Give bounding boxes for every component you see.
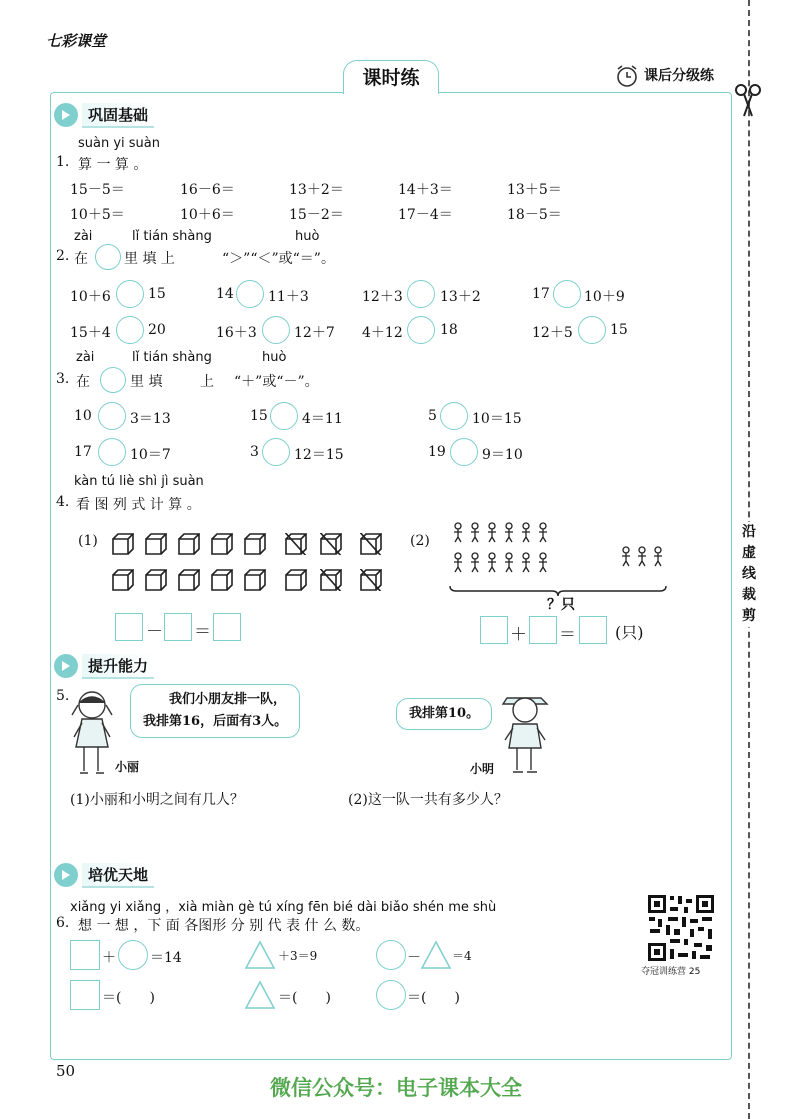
answer-circle[interactable] — [116, 280, 144, 308]
brand-logo: 七彩课堂 — [46, 32, 107, 50]
q4-pinyin: kàn tú liè shì jì suàn — [74, 474, 204, 489]
answer-box[interactable] — [213, 613, 241, 641]
compare-left: 14 — [216, 286, 234, 302]
compare-left: 15＋4 — [70, 325, 111, 341]
q3-text: 里 填 — [130, 374, 163, 390]
circle-shape — [376, 980, 406, 1010]
answer-circle[interactable] — [95, 244, 121, 270]
q3-number: 3. — [56, 371, 70, 387]
q2-number: 2. — [56, 248, 70, 264]
graded-practice-label: 课后分级练 — [614, 64, 714, 88]
q6-number: 6. — [56, 915, 70, 931]
triangle-shape — [244, 980, 276, 1010]
cube-icon — [178, 533, 198, 553]
q6-title: 想 一 想 ，下 面 各图形 分 别 代 表 什 么 数。 — [78, 918, 370, 934]
blank-right: 3＝13 — [130, 411, 171, 427]
q2-text: 里 填 上 — [124, 251, 175, 267]
cube-icon — [112, 569, 132, 589]
bubble-line: 我们小朋友排一队， — [169, 692, 287, 707]
answer-box[interactable] — [115, 613, 143, 641]
q6-pinyin: xiǎng yi xiǎng ，xià miàn gè tú xíng fēn bié dài biǎo shén me shù — [70, 900, 497, 915]
minus-sign: － — [146, 622, 163, 642]
q2-pinyin: lǐ tián shàng — [132, 229, 212, 244]
crossed-cube-icon — [320, 569, 340, 589]
q3-text: 在 — [76, 374, 90, 390]
triangle-shape — [244, 940, 276, 970]
q3-pinyin: lǐ tián shàng — [132, 350, 212, 365]
q3-pinyin: huò — [262, 350, 287, 365]
boy-illustration — [497, 684, 553, 776]
name-xiaoli: 小丽 — [115, 760, 140, 774]
brace-label: ？只 — [547, 597, 575, 613]
speech-bubble-xiaoming: 我排第10。 — [396, 698, 492, 730]
blank-right: 10＝15 — [472, 411, 522, 427]
q1-title: 算 一 算 。 — [78, 157, 148, 173]
crossed-cube-icon — [360, 533, 380, 553]
q3-pinyin: zài — [76, 350, 95, 365]
q6-op: ＋ — [102, 950, 116, 966]
q2-pinyin: zài — [74, 229, 93, 244]
footer-watermark: 微信公众号：电子课本大全 — [270, 1076, 522, 1100]
cube-icon — [145, 533, 165, 553]
q5-sub1: (1)小丽和小明之间有几人？ — [70, 792, 244, 808]
q2-text: “＞”“＜”或“＝”。 — [222, 251, 335, 267]
answer-circle[interactable] — [100, 367, 126, 393]
q6-op: － — [407, 950, 421, 966]
compare-right: 10＋9 — [584, 289, 625, 305]
circle-shape — [376, 940, 406, 970]
q1-item: 17－4＝ — [398, 207, 453, 223]
triangle-shape — [420, 940, 452, 970]
q1-item: 16－6＝ — [180, 182, 235, 198]
q6-result: ＝4 — [452, 949, 472, 963]
compare-right: 20 — [148, 322, 166, 338]
q1-item: 13＋2＝ — [289, 182, 344, 198]
q5-sub2: (2)这一队一共有多少人？ — [348, 792, 508, 808]
answer-box[interactable] — [480, 616, 508, 644]
blank-left: 19 — [428, 444, 446, 460]
answer-circle[interactable] — [98, 402, 126, 430]
q1-pinyin: suàn yi suàn — [78, 136, 161, 151]
section-header-improve: 提升能力 — [54, 654, 154, 678]
plus-sign: ＋ — [510, 625, 527, 645]
scissors-icon — [734, 82, 762, 118]
name-xiaoming: 小明 — [470, 762, 495, 776]
q6-answer[interactable]: ＝( ) — [278, 990, 331, 1006]
girl-illustration — [68, 685, 118, 777]
q3-text: 上 — [200, 374, 214, 390]
lesson-tab: 课时练 — [343, 60, 439, 94]
compare-right: 12＋7 — [294, 325, 335, 341]
cube-icon — [145, 569, 165, 589]
answer-circle[interactable] — [440, 402, 468, 430]
blank-left: 5 — [428, 408, 437, 424]
cube-icon — [178, 569, 198, 589]
cut-line-label: 沿虚线裁剪 — [738, 522, 760, 627]
q4-number: 4. — [56, 494, 70, 510]
page-number: 50 — [56, 1062, 76, 1080]
compare-right: 15 — [148, 286, 166, 302]
q1-item: 18－5＝ — [507, 207, 562, 223]
q1-item: 15－5＝ — [70, 182, 125, 198]
q6-eq2: ＋3＝9 — [278, 949, 318, 963]
compare-right: 18 — [440, 322, 458, 338]
bubble-line: 我排第16，后面有3人。 — [143, 714, 288, 729]
q1-item: 15－2＝ — [289, 207, 344, 223]
q1-number: 1. — [56, 154, 70, 170]
answer-circle[interactable] — [236, 280, 264, 308]
speech-bubble-xiaoli — [130, 684, 300, 738]
answer-circle[interactable] — [407, 280, 435, 308]
square-shape — [70, 940, 100, 970]
section-header-excel: 培优天地 — [54, 863, 154, 887]
q2-text: 在 — [74, 251, 88, 267]
cube-icon — [285, 569, 305, 589]
square-shape — [70, 980, 100, 1010]
compare-left: 12＋3 — [362, 289, 403, 305]
compare-left: 10＋6 — [70, 289, 111, 305]
blank-right: 12＝15 — [294, 447, 344, 463]
crossed-cube-icon — [360, 569, 380, 589]
answer-circle[interactable] — [450, 438, 478, 466]
answer-circle[interactable] — [262, 316, 290, 344]
cube-icon — [211, 569, 231, 589]
blank-left: 15 — [250, 408, 268, 424]
blank-left: 17 — [74, 444, 92, 460]
answer-box[interactable] — [164, 613, 192, 641]
cube-icon — [244, 569, 264, 589]
q1-item: 10＋6＝ — [180, 207, 235, 223]
circle-shape — [118, 940, 148, 970]
cube-icon — [244, 533, 264, 553]
cube-icon — [211, 533, 231, 553]
q4-part2-label: (2) — [410, 533, 430, 549]
q6-answer[interactable]: ＝( ) — [102, 990, 155, 1006]
answer-circle[interactable] — [578, 316, 606, 344]
compare-right: 15 — [610, 322, 628, 338]
q6-answer[interactable]: ＝( ) — [407, 990, 460, 1006]
unit-label: (只) — [615, 623, 644, 642]
q6-result: ＝14 — [150, 950, 182, 966]
compare-left: 12＋5 — [532, 325, 573, 341]
qr-code — [646, 893, 716, 963]
qr-caption: 夺冠训练营 25 — [641, 967, 701, 977]
play-icon — [54, 654, 78, 678]
q1-item: 14＋3＝ — [398, 182, 453, 198]
q1-item: 10＋5＝ — [70, 207, 125, 223]
answer-circle[interactable] — [553, 280, 581, 308]
compare-left: 16＋3 — [216, 325, 257, 341]
compare-right: 11＋3 — [268, 289, 309, 305]
answer-circle[interactable] — [407, 316, 435, 344]
cube-icon — [112, 533, 132, 553]
compare-left: 4＋12 — [362, 325, 403, 341]
equals-sign: ＝ — [194, 622, 211, 642]
equals-sign: ＝ — [559, 625, 576, 645]
answer-box[interactable] — [579, 616, 607, 644]
blank-right: 9＝10 — [482, 447, 523, 463]
crossed-cube-icon — [285, 533, 305, 553]
q4-part1-label: (1) — [78, 533, 98, 549]
compare-right: 13＋2 — [440, 289, 481, 305]
alarm-clock-icon — [614, 64, 640, 88]
blank-left: 3 — [250, 444, 259, 460]
answer-box[interactable] — [529, 616, 557, 644]
blank-right: 4＝11 — [302, 411, 343, 427]
q1-item: 13＋5＝ — [507, 182, 562, 198]
crossed-cube-icon — [320, 533, 340, 553]
q4-title: 看 图 列 式 计 算 。 — [76, 497, 201, 513]
section-header-consolidate: 巩固基础 — [54, 103, 154, 127]
blank-left: 10 — [74, 408, 92, 424]
ants-picture — [448, 518, 668, 590]
answer-circle[interactable] — [116, 316, 144, 344]
q2-pinyin: huò — [295, 229, 320, 244]
answer-circle[interactable] — [262, 438, 290, 466]
compare-left: 17 — [532, 286, 550, 302]
answer-circle[interactable] — [98, 438, 126, 466]
q5-number: 5. — [56, 688, 70, 704]
play-icon — [54, 103, 78, 127]
answer-circle[interactable] — [270, 402, 298, 430]
q3-text: “＋”或“－”。 — [234, 374, 319, 390]
play-icon — [54, 863, 78, 887]
blank-right: 10＝7 — [130, 447, 171, 463]
